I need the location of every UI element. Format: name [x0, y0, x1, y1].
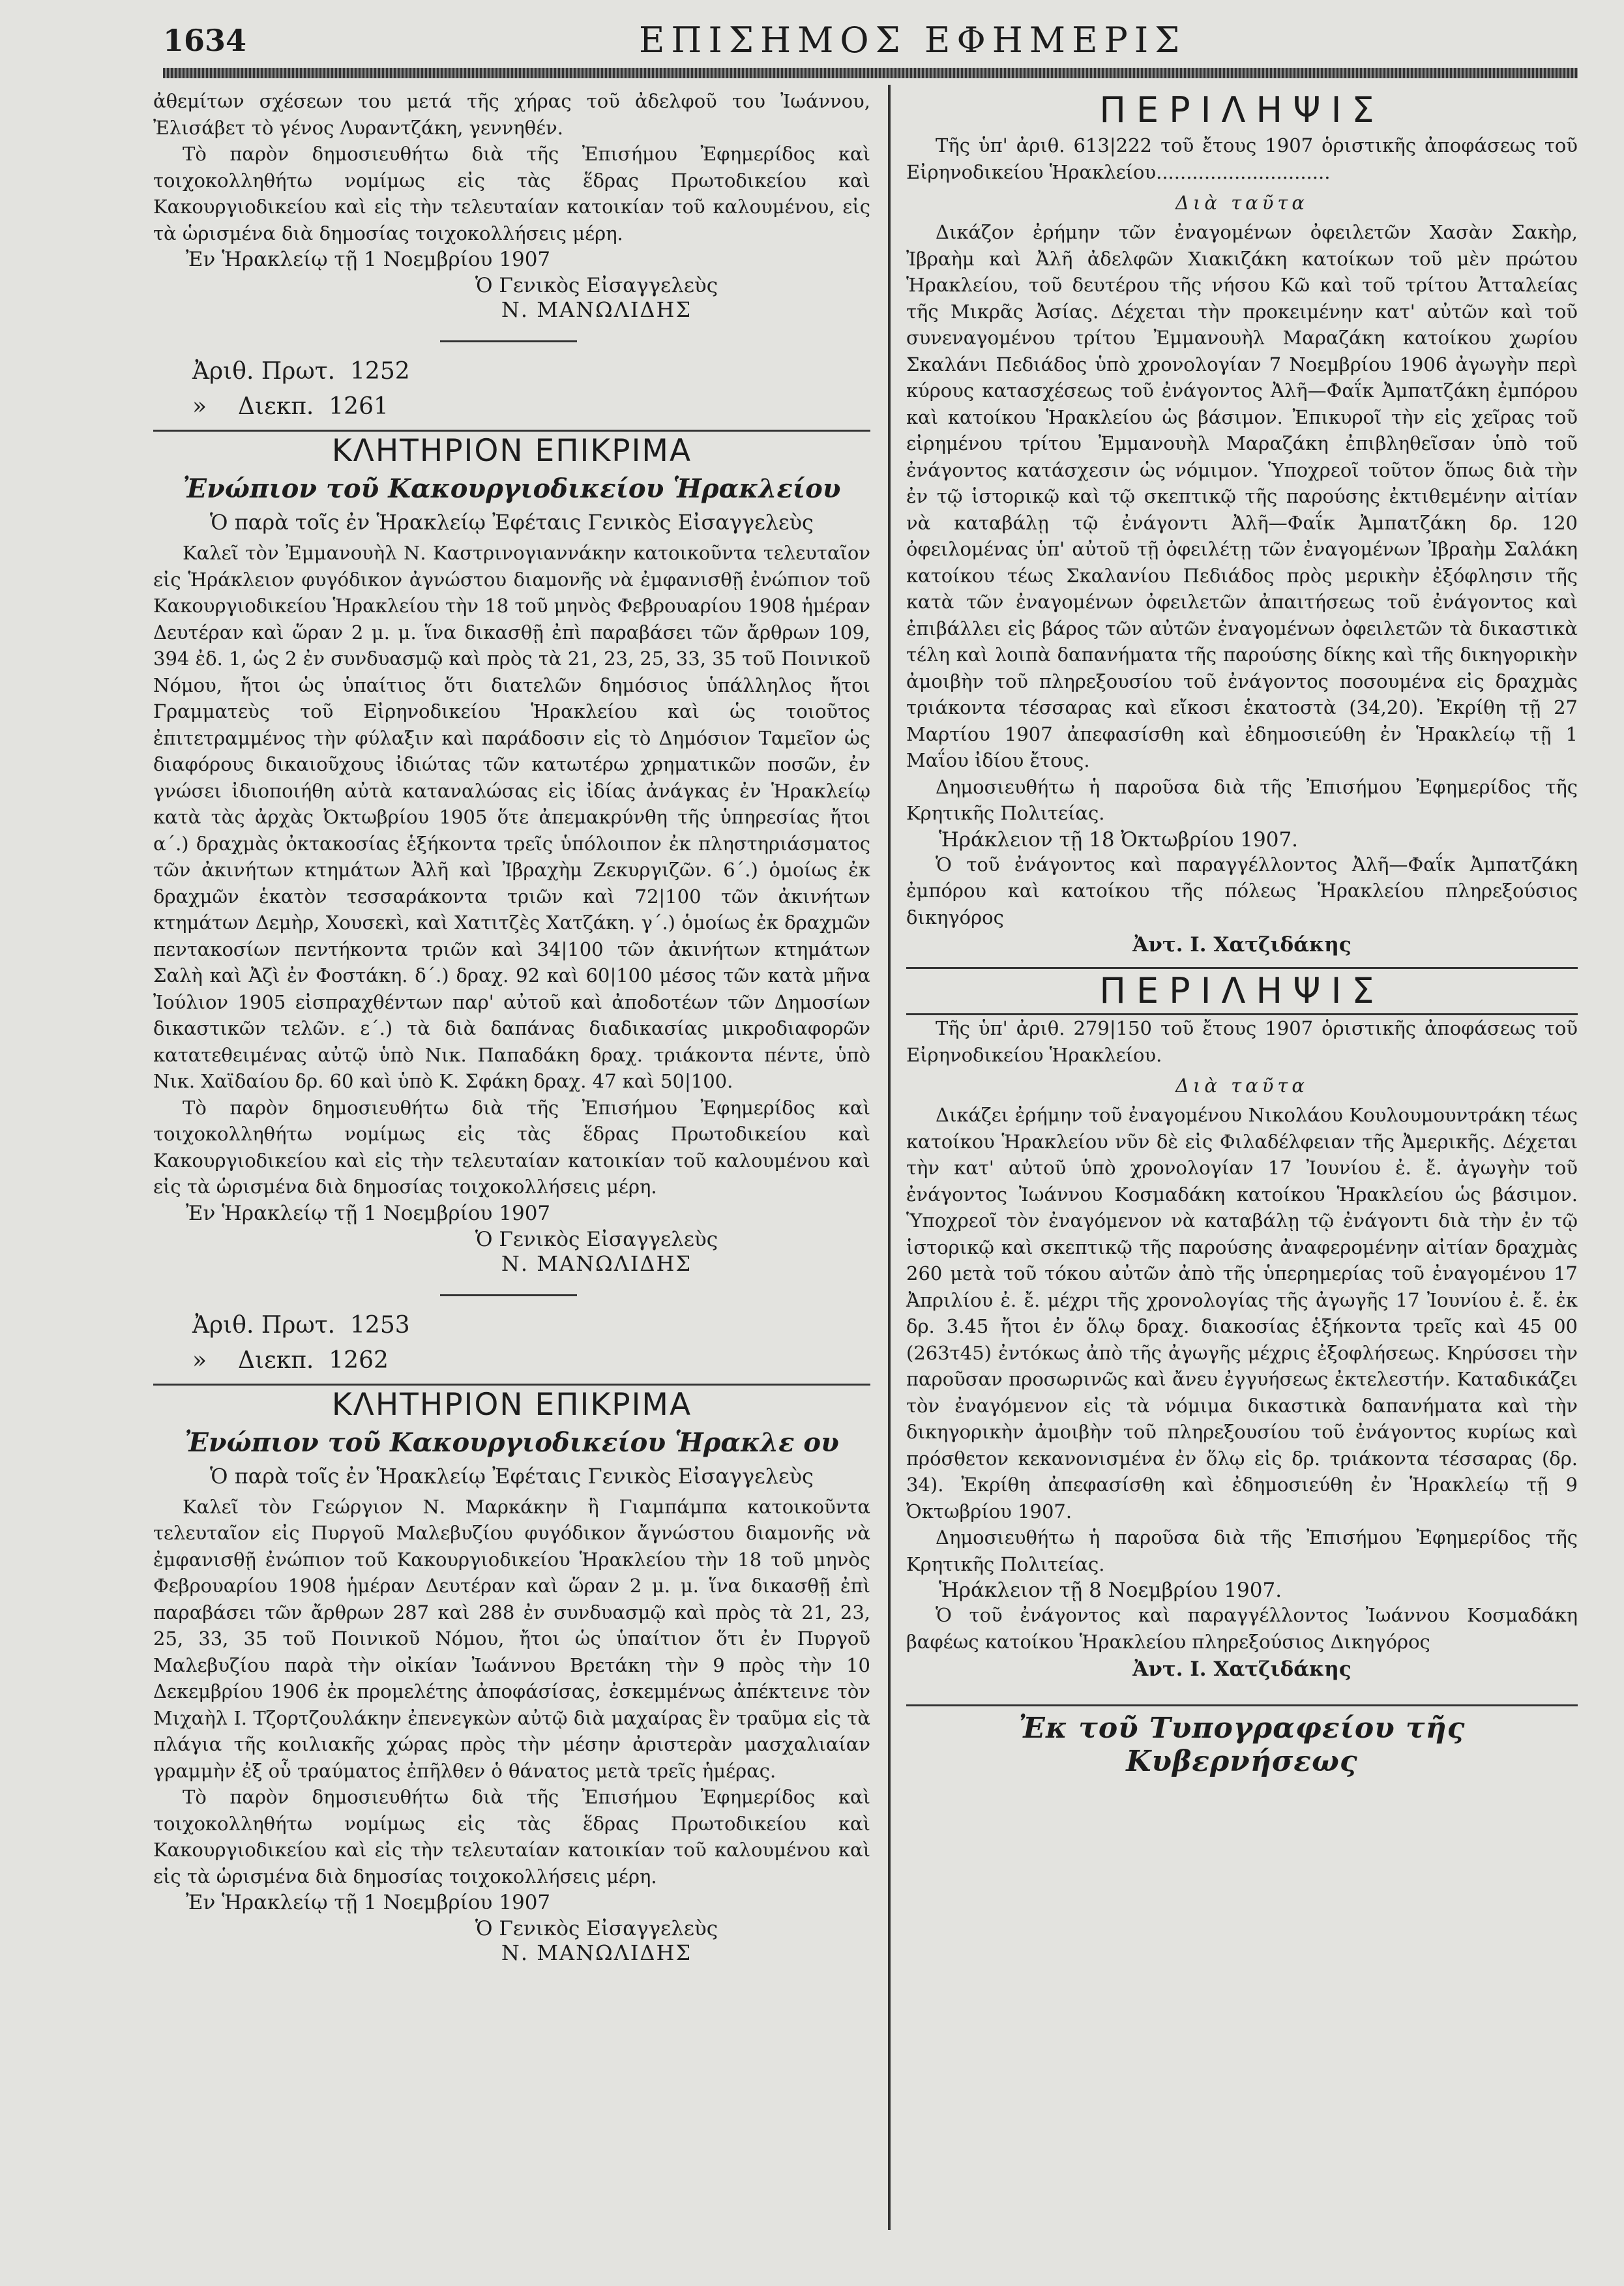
summary-subheading: Διὰ ταῦτα [1175, 192, 1308, 214]
issuer-line: Ὁ παρὰ τοῖς ἐν Ἡρακλείῳ Ἐφέταις Γενικὸς Εἰσαγγελεὺς [210, 1463, 814, 1489]
protocol-number [153, 354, 870, 424]
notice-closing: Τὸ παρὸν δημοσιευθήτω διὰ τῆς Ἐπισήμου Ἐφημερίδος καὶ τοιχοκολληθήτω νομίμως εἰς τὰς ἕδρας Πρωτοδικείου καὶ Κακουργιοδικείου καὶ εἰς τὴν τελευταίαν κατοικίαν τοῦ καλουμένου καὶ εἰς τὰ ὡρισμένα διὰ δημοσίας τοιχοκολλήσεις μέρη. [153, 1096, 870, 1198]
summary-publish: Δημοσιευθήτω ἡ παροῦσα διὰ τῆς Ἐπισήμου Ἐφημερίδος τῆς Κρητικῆς Πολιτείας. [906, 1526, 1578, 1575]
summons-notice-1252 [153, 354, 870, 1296]
protocol-value: 1252 [350, 358, 410, 385]
notice-publication-text: Τὸ παρὸν δημοσιευθήτω διὰ τῆς Ἐπισήμου Ἐφημερίδος καὶ τοιχοκολληθήτω νομίμως εἰς τὰς ἕδρας Πρωτοδικείου καὶ Κακουργιοδικείου καὶ εἰς τὴν τελευταίαν κατοικίαν τοῦ καλουμένου, εἰς τὰ ὡρισμένα διὰ δημοσίας τοιχοκολλήσεις μέρη. [153, 143, 870, 245]
court-name: Ἐνώπιον τοῦ Κακουργιοδικείου Ἡρακλείου [183, 473, 841, 504]
notice-closing: Τὸ παρὸν δημοσιευθήτω διὰ τῆς Ἐπισήμου Ἐφημερίδος καὶ τοιχοκολληθήτω νομίμως εἰς τὰς ἕδρας Πρωτοδικείου καὶ Κακουργιοδικείου καὶ εἰς τὴν τελευταίαν κατοικίαν τοῦ καλουμένου καὶ εἰς τὰ ὡρισμένα διὰ δημοσίας τοιχοκολλήσεις μέρη. [153, 1786, 870, 1888]
dispatch-value: 1262 [329, 1346, 389, 1374]
summary-agent: Ὁ τοῦ ἐνάγοντος καὶ παραγγέλλοντος Ἰωάννου Κοσμαδάκη βαφέως κατοίκου Ἡρακλείου πληρεξούσιος Δικηγόρος [906, 1604, 1578, 1653]
dispatch-value: 1261 [329, 393, 389, 420]
notice-body: Καλεῖ τὸν Ἐμμανουὴλ Ν. Καστρινογιαννάκην κατοικοῦντα τελευταῖον εἰς Ἡράκλειον φυγόδικον ἀγνώστου διαμονῆς νὰ ἐμφανισθῇ ἐνώπιον τοῦ Κακουργιοδικείου Ἡρακλείου τὴν 18 τοῦ μηνὸς Φεβρουαρίου 1908 ἡμέραν Δευτέραν καὶ ὥραν 2 μ. μ. ἵνα δικασθῇ ἐπὶ παραβάσει τῶν ἄρθρων 109, 394 ἐδ. 1, ὡς 2 ἐν συνδυασμῷ καὶ πρὸς τὰ 21, 23, 25, 33, 35 τοῦ Ποινικοῦ Νόμου, ἤτοι ὡς ὑπαίτιος ὅτι διατελῶν δημόσιος ὑπάλληλος ἤτοι Γραμματεὺς τοῦ Εἰρηνοδικείου Ἡρακλείου καὶ ὡς τοιοῦτος ἐπιτετραμμένος τὴν φύλαξιν καὶ παράδοσιν εἰς τὸ Δημόσιον Ταμεῖον ὡς διαφόρους δικαιοῦχους ἰδιώτας τῶν κατωτέρω χρηματικῶν ποσῶν, ἐν γνώσει ἰδιοποιήθη αὐτὰ καταναλώσας εἰς ἰδίας ἀνάγκας ἐν Ἡρακλείῳ κατὰ τὰς ἀρχὰς Ὀκτωβρίου 1905 ὅτε ἀπεμακρύνθη τῆς ὑπηρεσίας ἤτοι α΄.) δραχμὰς ὀκτακοσίας ἑξήκοντα τρεῖς ὑπόλοιπον ἐκ πληστηριάσματος τῶν ἀκινήτων κτημάτων Ἀλῆ καὶ Ἰβραχὴμ Ζεκυργιζῶν. 6΄.) ὁμοίως ἐκ δραχμῶν ἑκατὸν τεσσαράκοντα τριῶν καὶ 72|100 τῶν ἀκινήτων κτημάτων Δεμὴρ, Χουσεκὶ, καὶ Χατιτζὲς Χατζάκη. γ΄.) ὁμοίως ἐκ δραχμῶν πεντακοσίων πεντήκοντα τριῶν καὶ 34|100 τῶν ἀκινήτων κτημάτων Σαλὴ καὶ Ἀζὶ ἐν Φοστάκη. δ΄.) δραχ. 92 καὶ 60|100 μέσος τῶν κατὰ μῆνα Ἰούλιον 1905 εἰσπραχθέντων παρ' αὐτοῦ καὶ ἀποδοτέων τῶν Δημοσίων δικαστικῶν τελῶν. ε΄.) τὰ διὰ δαπάνας διαδικασίας μικροδιαφορῶν κατατεθειμένας αὐτῷ ὑπὸ Νικ. Παπαδάκη δραχ. τριάκοντα πέντε, ὑπὸ Νικ. Χαϊδαίου δρ. 60 καὶ ὑπὸ Κ. Σφάκη δραχ. 47 καὶ 50|100. [153, 542, 870, 1092]
newspaper-title: ΕΠΙΣΗΜΟΣ ΕΦΗΜΕΡΙΣ [639, 20, 1187, 61]
summary-heading: ΠΕΡΙΛΗΨΙΣ [906, 967, 1578, 1015]
left-column [153, 88, 870, 1965]
notice-date: Ἐν Ἡρακλείῳ τῇ 1 Νοεμβρίου 1907 [186, 1201, 551, 1225]
dispatch-label: Διεκπ. [238, 1346, 314, 1374]
summary-heading: ΠΕΡΙΛΗΨΙΣ [1099, 89, 1385, 130]
summary-date: Ἡράκλειον τῇ 8 Νοεμβρίου 1907. [939, 1579, 1282, 1602]
protocol-number [153, 1308, 870, 1378]
notice-heading: ΚΛΗΤΗΡΙΟΝ ΕΠΙΚΡΙΜΑ [153, 430, 870, 471]
page-number: 1634 [163, 23, 247, 58]
summary-date: Ἡράκλειον τῇ 18 Ὀκτωβρίου 1907. [939, 827, 1299, 852]
protocol-label: Ἀριθ. Πρωτ. [192, 358, 336, 385]
signatory-name: Ν. ΜΑΝΩΛΙΔΗΣ [501, 1251, 692, 1276]
signatory-role: Ὁ Γενικὸς Εἰσαγγελεὺς [475, 1227, 718, 1251]
notice-body: Καλεῖ τὸν Γεώργιον Ν. Μαρκάκην ἢ Γιαμπάμπα κατοικοῦντα τελευταῖον εἰς Πυργοῦ Μαλεβυζίου φυγόδικον ἄγνώστου διαμονῆς νὰ ἐμφανισθῇ ἐνώπιον τοῦ Κακουργιοδικείου Ἡρακλείου τὴν 18 τοῦ μηνὸς Φεβρουαρίου 1908 ἡμέραν Δευτέραν καὶ ὥραν 2 μ. μ. ἵνα δικασθῇ ἐπὶ παραβάσει τῶν ἄρθρων 287 καὶ 288 ἐν συνδυασμῷ καὶ πρὸς τὰ 21, 23, 25, 33, 35 τοῦ Ποινικοῦ Νόμου, ἤτοι ὡς ὑπαίτιον ὅτι ἐν Πυργοῦ Μαλεβυζίου παρὰ τὴν οἰκίαν Ἰωάννου Βρετάκη τὴν 9 πρὸς τὴν 10 Δεκεμβρίου 1906 ἐκ προμελέτης ἀποφάσίσας, ἐσκεμμένως ἀπέκτεινε τὸν Μιχαὴλ Ι. Τζορτζουλάκην ἐπενεγκὼν αὐτῷ διὰ μαχαίρας ἓν τραῦμα εἰς τὰ πλάγια τῆς κοιλιακῆς χώρας πρὸς τὴν μέσην ἀριστερὰν μασχαλιαίαν γραμμὴν ἐξ οὗ τραύματος ἐπῆλθεν ὁ θάνατος μετὰ τρεῖς ἡμέρας. [153, 1495, 870, 1782]
notice-text: ἀθεμίτων σχέσεων του μετά τῆς χήρας τοῦ ἀδελφοῦ του Ἰωάννου, Ἐλισάβετ τὸ γένος Λυραντζάκη, γεννηθέν. [153, 90, 870, 139]
column-divider [888, 85, 891, 2230]
summary-body: Δικάζον ἐρήμην τῶν ἐναγομένων ὀφειλετῶν Χασὰν Σακὴρ, Ἰβραὴμ καὶ Ἀλῆ ἀδελφῶν Χιακιζάκη κατοίκων τοῦ μὲν πρώτου Ἡρακλείου, τοῦ δευτέρου τῆς νήσου Κῶ καὶ τοῦ τρίτου Ἀτταλείας τῆς Μικρᾶς Ἀσίας. Δέχεται τὴν προκειμένην κατ' αὐτῶν καὶ τοῦ συνεναγομένου τρίτου Ἐμμανουὴλ Μαραζάκη κατοίκου χωρίου Σκαλάνι Πεδιάδος ὑπὸ χρονολογίαν 7 Νοεμβρίου 1906 ἀγωγὴν περὶ κύρους κατασχέσεως τοῦ ἐνάγοντος Ἀλῆ—Φαΐκ Ἀμπατζάκη ἐμπόρου καὶ κατοίκου Ἡρακλείου ὡς βάσιμον. Ἐπικυροῖ τὴν εἰς χεῖρας τοῦ εἰρημένου τρίτου Ἐμμανουὴλ Μαραζάκη ἐπιβληθεῖσαν ὑπὸ τοῦ ἐνάγοντος κατάσχεσιν ὡς νόμιμον. Ὑποχρεοῖ τοῦτον ὅπως διὰ τὴν ἐν τῷ ἱστορικῷ καὶ τῷ σκεπτικῷ τῆς παρούσης ἐκτιθεμένην αἰτίαν νὰ καταβάλῃ τῷ ἐνάγοντι Ἀλῆ—Φαΐκ Ἀμπατζάκη δρ. 120 ὀφειλομένας ὑπ' αὐτοῦ τῇ ὀφειλέτῃ τῶν ἐναγομένων Ἰβραὴμ Σαλάκη κατοίκου τέως Σκαλανίου Πεδιάδος πρὸς μερικὴν ἐξόφλησιν τῆς κατὰ τῶν ἐναγομένων ὀφειλετῶν ἀπαιτήσεως τοῦ ἐνάγοντος καὶ ἐπιβάλλει εἰς βάρος τῶν αὐτῶν ἐναγομένων ὀφειλετῶν τὰ δικαστικὰ τέλη καὶ λοιπὰ δαπανήματα τῆς παρούσης δίκης καὶ τῆς δικηγορικὴν ἀμοιβὴν τοῦ πληρεξουσίου τοῦ ἐνάγοντος ποσουμένα εἰς δραχμὰς τριάκοντα τέσσαρας καὶ εἴκοσι ἑκατοστὰ (34,20). Ἐκρίθη τῇ 27 Μαρτίου 1907 ἀπεφασίσθη καὶ ἐδημοσιεύθη ἐν Ἡρακλείῳ τῇ 1 Μαΐου ἰδίου ἔτους. [906, 221, 1578, 771]
summary-613 [906, 88, 1578, 957]
separator-rule [440, 1294, 577, 1296]
protocol-label: Ἀριθ. Πρωτ. [192, 1311, 336, 1339]
notice-date: Ἐν Ἡρακλείῳ τῇ 1 Νοεμβρίου 1907 [186, 248, 551, 271]
issuer-line: Ὁ παρὰ τοῖς ἐν Ἡρακλείῳ Ἐφέταις Γενικὸς Εἰσαγγελεὺς [210, 510, 814, 535]
protocol-value: 1253 [350, 1311, 410, 1339]
ditto-mark: » [192, 393, 207, 420]
dispatch-label: Διεκπ. [238, 393, 314, 420]
signatory-role: Ὁ Γενικὸς Εἰσαγγελεὺς [475, 1917, 718, 1940]
printer-imprint: Ἐκ τοῦ Τυπογραφείου τῆς Κυβερνήσεως [906, 1704, 1578, 1778]
court-name: Ἐνώπιον τοῦ Κακουργιοδικείου Ἡρακλε ου [185, 1427, 839, 1458]
summary-279 [906, 967, 1578, 1681]
summary-signature: Ἀντ. Ι. Χατζιδάκης [1132, 1657, 1351, 1681]
notice-date: Ἐν Ἡρακλείῳ τῇ 1 Νοεμβρίου 1907 [186, 1891, 551, 1914]
masthead-rule [163, 68, 1578, 78]
signatory-role: Ὁ Γενικὸς Εἰσαγγελεὺς [475, 274, 718, 297]
separator-rule [440, 340, 577, 342]
summary-publish: Δημοσιευθήτω ἡ παροῦσα διὰ τῆς Ἐπισήμου Ἐφημερίδος τῆς Κρητικῆς Πολιτείας. [906, 775, 1578, 824]
summary-body: Δικάζει ἐρήμην τοῦ ἐναγομένου Νικολάου Κουλουμουντράκη τέως κατοίκου Ἡρακλείου νῦν δὲ εἰς Φιλαδέλφειαν τῆς Ἀμερικῆς. Δέχεται τὴν κατ' αὐτοῦ ὑπὸ χρονολογίαν 17 Ἰουνίου ἐ. ἔ. ἀγωγὴν τοῦ ἐνάγοντος Ἰωάννου Κοσμαδάκη κατοίκου Ἡρακλείου ὡς βάσιμον. Ὑποχρεοῖ τὸν ἐναγόμενον νὰ καταβάλῃ τῷ ἐνάγοντι διὰ τὴν ἐν τῷ ἱστορικῷ καὶ σκεπτικῷ τῆς παρούσης ἀναφερομένην αἰτίαν δραχμὰς 260 μετὰ τοῦ τόκου αὐτῶν ἀπὸ τῆς ὑπερημερίας τοῦ ἐναγομένου 17 Ἀπριλίου ἐ. ἔ. μέχρι τῆς χρονολογίας τῆς ἀγωγῆς 17 Ἰουνίου ἐ. ἔ. ἐκ δρ. 3.45 ἤτοι ἐν ὅλῳ δραχ. διακοσίας ἑξήκοντα τρεῖς καὶ 45 00 (263τ45) ἐντόκως ἀπὸ τῆς ἀγωγῆς μέχρις ἐξοφλήσεως. Κηρύσσει τὴν παροῦσαν προσωρινῶς καὶ ἄνευ ἐγγυήσεως ἐκτελεστήν. Καταδικάζει τὸν ἐναγόμενον εἰς τὰ νόμιμα δικαστικὰ δαπανήματα καὶ τὴν δικηγορικὴν ἀμοιβὴν τοῦ πληρεξουσίου τοῦ ἐνάγοντος κυρίως καὶ πρόσθετον κεκανονισμένα ἐν ὅλῳ εἰς δρ. τριάκοντα τέσσαρας (δρ. 34). Ἐκρίθη ἀπεφασίσθη καὶ ἐδημοσιεύθη ἐν Ἡρακλείῳ τῇ 9 Ὀκτωβρίου 1907. [906, 1104, 1578, 1522]
summons-notice-1253 [153, 1308, 870, 1966]
notice-continued [153, 88, 870, 342]
summary-agent: Ὁ τοῦ ἐνάγοντος καὶ παραγγέλλοντος Ἀλῆ—Φαΐκ Ἀμπατζάκη ἐμπόρου καὶ κατοίκου τῆς πόλεως Ἡρακλείου πληρεξούσιος δικηγόρος [906, 853, 1578, 928]
summary-subheading: Διὰ ταῦτα [1175, 1075, 1308, 1097]
signatory-name: Ν. ΜΑΝΩΛΙΔΗΣ [501, 1940, 692, 1965]
summary-signature: Ἀντ. Ι. Χατζιδάκης [1132, 933, 1351, 957]
masthead [163, 20, 1578, 65]
right-column [906, 88, 1578, 1778]
notice-heading: ΚΛΗΤΗΡΙΟΝ ΕΠΙΚΡΙΜΑ [153, 1384, 870, 1425]
ditto-mark: » [192, 1346, 207, 1374]
signatory-name: Ν. ΜΑΝΩΛΙΔΗΣ [501, 297, 692, 322]
summary-intro: Τῆς ὑπ' ἀριθ. 279|150 τοῦ ἔτους 1907 ὁριστικῆς ἀποφάσεως τοῦ Εἰρηνοδικείου Ἡρακλείου. [906, 1017, 1578, 1066]
summary-intro: Τῆς ὑπ' ἀριθ. 613|222 τοῦ ἔτους 1907 ὁριστικῆς ἀποφάσεως τοῦ Εἰρηνοδικείου Ἡρακλείου............................. [906, 134, 1578, 183]
